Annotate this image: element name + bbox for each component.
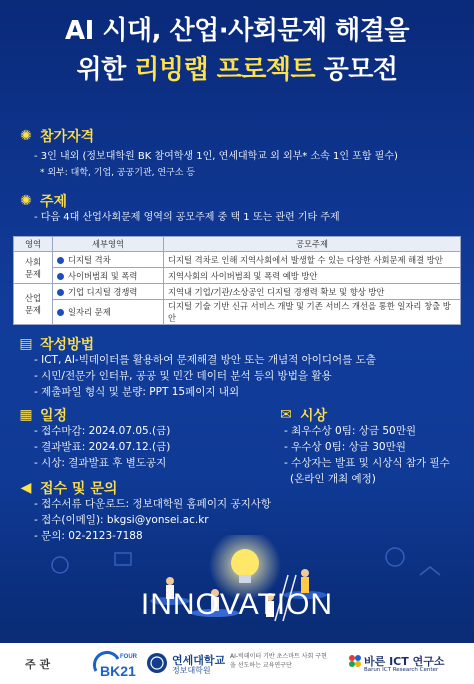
field-label: 사이버범죄 및 폭력	[68, 270, 138, 281]
table-topic-cell: 디지털 기술 기반 신규 서비스 개발 및 기존 서비스 개선을 통한 일자리 창출 방안	[164, 300, 461, 325]
table-field-cell	[53, 252, 164, 268]
envelope-icon: ✉	[280, 407, 292, 423]
field-label: 기업 디지털 경쟁력	[68, 286, 138, 297]
barun-name: 바른 ICT 연구소	[364, 655, 445, 668]
table-row	[14, 268, 461, 284]
list-item: - ICT, AI-빅데이터를 활용하여 문제해결 방안 또는 개념적 아이디어를 도출	[34, 354, 376, 366]
table-header-row	[14, 237, 461, 252]
eligibility-line-1: - 3인 내외 (정보대학원 BK 참여학생 1인, 연세대학교 외 외부* 소속 1인 포함 필수)	[34, 151, 398, 162]
title-line-2	[0, 52, 474, 88]
table-area-cell: 산업 문제	[14, 284, 53, 325]
list-item: - 결과발표: 2024.07.12.(금)	[34, 441, 171, 453]
list-item: - 제출파일 형식 및 분량: PPT 15페이지 내외	[34, 386, 240, 398]
organizer-label: 주 관	[25, 658, 51, 671]
bullet-icon	[57, 257, 64, 264]
table-row	[14, 284, 461, 300]
table-header: 영역	[14, 237, 53, 252]
title-line-2-pre: 위한	[76, 55, 135, 85]
eligibility-line-2: * 외부: 대학, 기업, 공공기관, 연구소 등	[40, 168, 195, 178]
schedule-heading	[18, 405, 67, 425]
list-item: - 접수서류 다운로드: 정보대학원 홈페이지 공지사항	[34, 498, 272, 510]
barun-logo-icon	[348, 654, 362, 668]
table-field-cell	[53, 268, 164, 284]
table-row	[14, 300, 461, 325]
list-item: - 시민/전문가 인터뷰, 공공 및 민간 데이터 분석 등의 방법을 활용	[34, 370, 332, 382]
list-item: - 최우수상 0팀: 상금 50만원	[284, 425, 417, 437]
bullet-icon	[57, 289, 64, 296]
schedule-list	[34, 423, 170, 471]
eligibility-heading-text: 참가자격	[40, 129, 95, 145]
title-highlight: 리빙랩 프로젝트	[134, 55, 316, 85]
innovation-heading: INNOVATION	[140, 588, 334, 621]
lightbulb-icon: ✺	[20, 128, 32, 144]
svg-text:BK21: BK21	[100, 663, 136, 679]
title-line-1: AI 시대, 산업·사회문제 해결을	[65, 16, 409, 46]
list-item: - 수상자는 발표 및 시상식 참가 필수	[284, 457, 450, 469]
yonsei-emblem-icon	[146, 652, 168, 674]
bk21-tagline: AI-빅데이터 기반 초스마트 사회 구현을 선도하는 교육연구단	[230, 653, 327, 669]
table-topic-cell: 지역사회의 사이버범죄 및 폭력 예방 방안	[164, 268, 461, 284]
bullet-icon	[57, 273, 64, 280]
list-item: - 접수(이메일): bkgsi@yonsei.ac.kr	[34, 514, 209, 526]
svg-text:FOUR: FOUR	[120, 654, 137, 660]
topic-heading-text: 주제	[40, 194, 68, 210]
yonsei-name: 연세대학교	[172, 654, 226, 667]
method-list	[34, 352, 376, 400]
barun-sub: Barun ICT Research Center	[364, 667, 439, 673]
contact-heading-text: 접수 및 문의	[40, 481, 118, 497]
table-area-cell: 사회 문제	[14, 252, 53, 284]
table-row	[14, 252, 461, 268]
contact-heading	[18, 478, 117, 498]
list-item: (온라인 개최 예정)	[290, 473, 376, 485]
list-item: - 접수마감: 2024.07.05.(금)	[34, 425, 171, 437]
page-title	[0, 14, 474, 88]
table-field-cell	[53, 284, 164, 300]
title-line-2-post: 공모전	[315, 55, 398, 85]
topic-heading	[18, 191, 67, 211]
bullet-icon	[57, 309, 64, 316]
yonsei-sub: 정보대학원	[172, 666, 211, 675]
calendar-icon: ▦	[19, 407, 33, 423]
award-heading	[278, 405, 327, 425]
megaphone-icon: ◀	[20, 480, 32, 496]
award-list	[284, 423, 450, 487]
field-label: 디지털 격차	[68, 254, 111, 265]
lightbulb-icon	[231, 549, 259, 577]
clipboard-icon: ▤	[19, 336, 33, 352]
topic-line-1: - 다음 4대 산업사회문제 영역의 공모주제 중 택 1 또는 관련 기타 주제	[34, 212, 340, 223]
method-heading	[18, 334, 94, 354]
footer	[0, 643, 474, 684]
method-heading-text: 작성방법	[40, 337, 95, 353]
topic-table	[13, 236, 461, 325]
table-topic-cell: 지역내 기업/기관/소상공인 디지털 경쟁력 확보 및 향상 방안	[164, 284, 461, 300]
table-header: 공모주제	[164, 237, 461, 252]
table-topic-cell: 디지털 격차로 인해 지역사회에서 발생할 수 있는 다양한 사회문제 해결 방안	[164, 252, 461, 268]
table-header: 세부영역	[53, 237, 164, 252]
field-label: 일자리 문제	[68, 307, 111, 317]
table-field-cell	[53, 300, 164, 325]
list-item: - 문의: 02-2123-7188	[34, 530, 143, 542]
schedule-heading-text: 일정	[40, 408, 68, 424]
list-item: - 우수상 0팀: 상금 30만원	[284, 441, 406, 453]
list-item: - 시상: 결과발표 후 별도공지	[34, 457, 167, 469]
eligibility-heading	[18, 126, 94, 146]
bk21-logo	[92, 649, 140, 679]
lightbulb-icon: ✺	[20, 193, 32, 209]
award-heading-text: 시상	[300, 408, 328, 424]
